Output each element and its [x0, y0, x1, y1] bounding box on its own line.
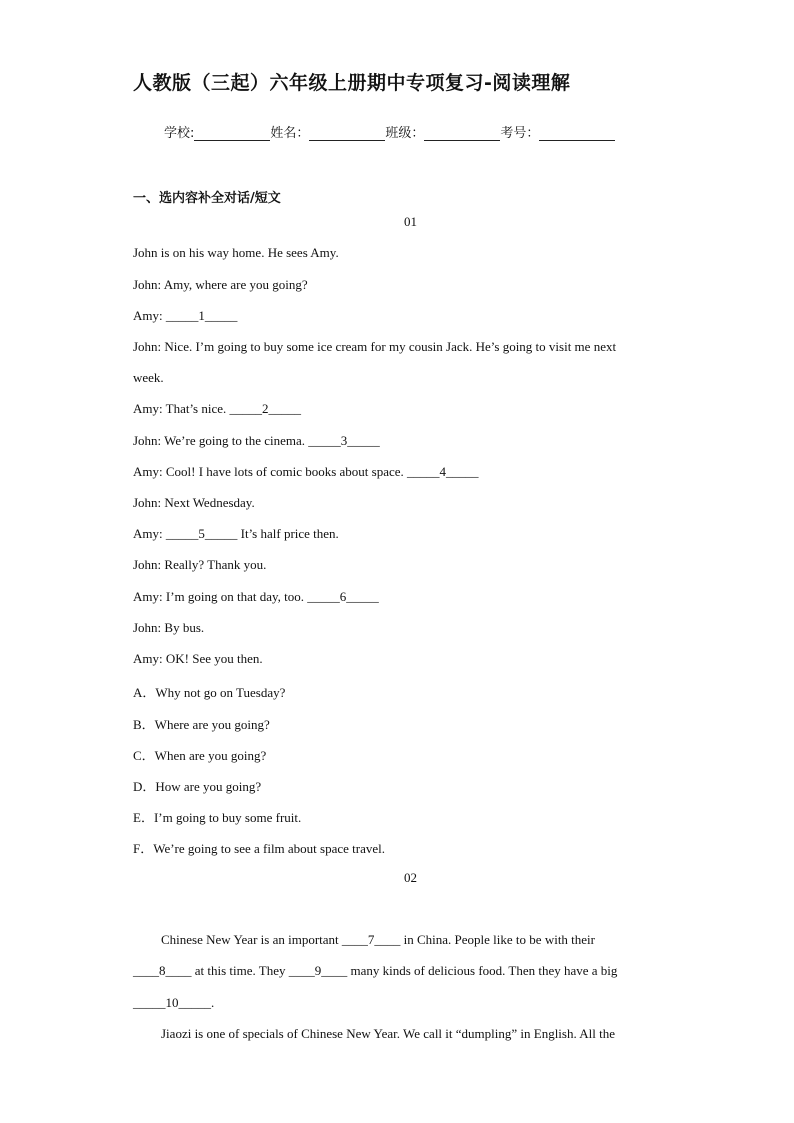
passage-number-02: 02 — [404, 870, 417, 885]
dialogue-line — [133, 557, 266, 573]
section-title: 一、选内容补全对话/短文 — [133, 191, 281, 206]
dialogue-line — [133, 433, 380, 449]
line-text: John is on his way home. He sees Amy. — [133, 245, 339, 260]
dialogue-line — [133, 339, 616, 355]
school-blank[interactable] — [194, 126, 270, 141]
option-item: C．When are you going? — [133, 748, 267, 763]
dialogue-line — [133, 401, 301, 417]
line-text: Jiaozi is one of specials of Chinese New Year. We call it “dumpling” in English. All the — [161, 1026, 615, 1041]
line-text: . — [211, 995, 215, 1010]
class-blank[interactable] — [424, 126, 500, 141]
dialogue-line — [133, 526, 339, 542]
line-text: John: Amy, where are you going? — [133, 277, 308, 292]
line-text: Amy: — [133, 526, 166, 541]
answer-blank[interactable]: ____7____ — [341, 932, 401, 947]
option-item: E．I’m going to buy some fruit. — [133, 810, 302, 825]
school-label: 学校: — [164, 126, 195, 141]
passage-line — [133, 995, 214, 1011]
option-item: F．We’re going to see a film about space travel. — [133, 841, 386, 856]
passage-line — [133, 963, 617, 979]
passage-line — [161, 932, 595, 948]
option-item: A．Why not go on Tuesday? — [133, 685, 286, 700]
dialogue-line — [133, 277, 308, 293]
dialogue-line — [133, 620, 204, 636]
line-text: John: Nice. I’m going to buy some ice cream for my cousin Jack. He’s going to visit me next — [133, 339, 617, 354]
line-text: John: Really? Thank you. — [133, 557, 267, 572]
dialogue-line — [133, 245, 339, 261]
line-text: John: We’re going to the cinema. — [133, 433, 309, 448]
line-text: in China. People like to be with their — [400, 932, 595, 947]
exam-no-label: 考号： — [500, 126, 540, 141]
answer-blank[interactable]: _____2_____ — [229, 401, 302, 416]
passage-line — [161, 1026, 615, 1042]
line-text: Amy: That’s nice. — [133, 401, 230, 416]
answer-blank[interactable]: _____4_____ — [407, 464, 479, 479]
line-text: Amy: OK! See you then. — [133, 651, 263, 666]
answer-blank[interactable]: _____3_____ — [308, 433, 380, 448]
line-text: Amy: Cool! I have lots of comic books about space. — [133, 464, 408, 479]
dialogue-line — [133, 464, 479, 480]
answer-blank[interactable]: _____10_____ — [133, 995, 211, 1010]
line-text: Chinese New Year is an important — [161, 932, 342, 947]
answer-blank[interactable]: ____8____ — [133, 963, 192, 978]
dialogue-line — [133, 589, 379, 605]
dialogue-line — [133, 370, 164, 386]
passage-number-01: 01 — [404, 214, 417, 229]
dialogue-line — [133, 651, 263, 667]
answer-blank[interactable]: _____1_____ — [165, 308, 238, 323]
dialogue-line — [133, 495, 255, 511]
line-text: at this time. They ____9____ many kinds of delicious food. Then they have a big — [191, 963, 618, 978]
line-text: Amy: I’m going on that day, too. — [133, 589, 308, 604]
answer-blank[interactable]: _____5_____ — [165, 526, 238, 541]
dialogue-line — [133, 308, 237, 324]
line-text: week. — [133, 370, 164, 385]
name-label: 姓名： — [270, 126, 310, 141]
option-item: B．Where are you going? — [133, 717, 270, 732]
page-title: 人教版（三起）六年级上册期中专项复习-阅读理解 — [133, 72, 571, 94]
student-info-row — [164, 122, 615, 141]
class-label: 班级： — [385, 126, 425, 141]
name-blank[interactable] — [309, 126, 385, 141]
exam-no-blank[interactable] — [539, 126, 615, 141]
line-text: John: Next Wednesday. — [133, 495, 255, 510]
line-text: John: By bus. — [133, 620, 205, 635]
answer-blank[interactable]: _____6_____ — [307, 589, 379, 604]
line-text: It’s half price then. — [237, 526, 339, 541]
line-text: Amy: — [133, 308, 166, 323]
option-item: D．How are you going? — [133, 779, 262, 794]
